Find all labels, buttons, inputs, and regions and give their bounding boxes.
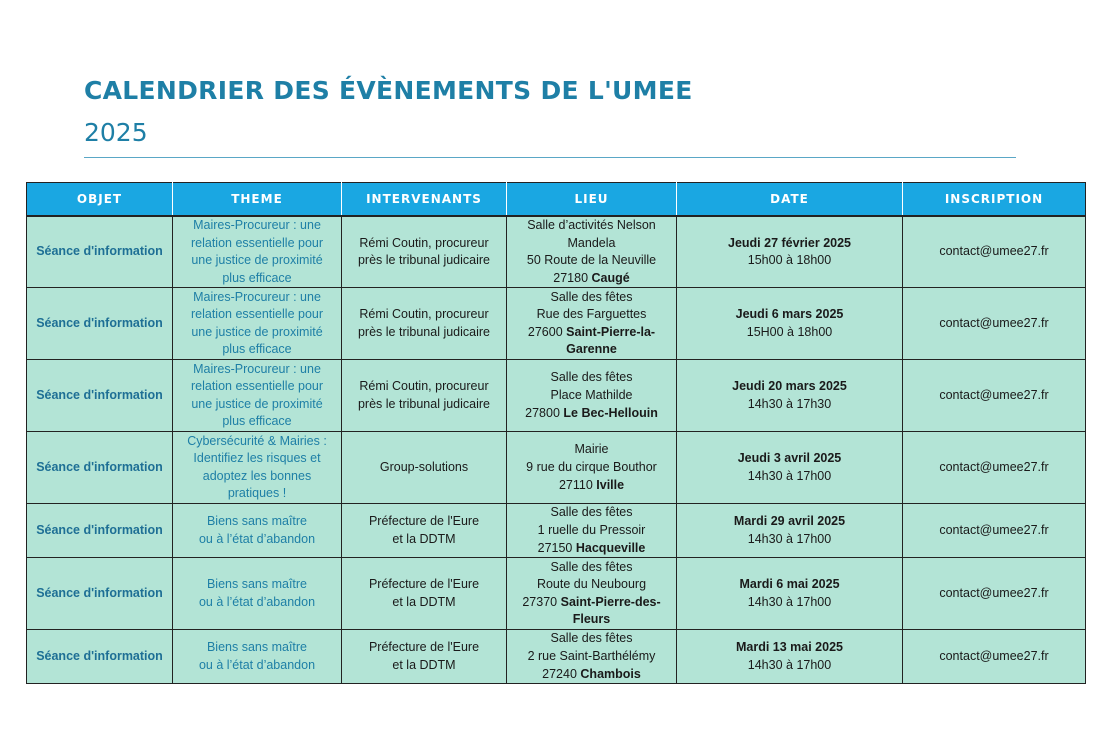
- address-line: 50 Route de la Neuville: [526, 253, 657, 268]
- event-hours: 14h30 à 17h00: [747, 657, 832, 672]
- postcode: 27150: [537, 540, 573, 555]
- event-hours: 15h00 à 18h00: [747, 253, 832, 268]
- cell-objet: Séance d'information: [27, 558, 173, 630]
- cell-intervenants: [342, 216, 507, 288]
- address-line: Mandela: [567, 235, 616, 250]
- theme-line: ou à l’état d’abandon: [198, 657, 316, 672]
- cell-theme: [173, 504, 342, 558]
- cell-date: [677, 630, 903, 684]
- cell-lieu: [507, 288, 677, 360]
- cell-inscription: contact@umee27.fr: [903, 504, 1086, 558]
- theme-line: relation essentielle pour: [190, 307, 324, 322]
- speaker-line: Préfecture de l'Eure: [368, 640, 480, 655]
- theme-line: Identifiez les risques et: [193, 451, 321, 466]
- address-line: 2 rue Saint-Barthélémy: [527, 649, 656, 664]
- column-header-intervenants: INTERVENANTS: [342, 183, 507, 217]
- theme-line: ou à l’état d’abandon: [198, 531, 316, 546]
- title-divider: [84, 157, 1016, 158]
- speaker-line: près le tribunal judicaire: [357, 253, 490, 268]
- cell-inscription: contact@umee27.fr: [903, 288, 1086, 360]
- event-date: Jeudi 27 février 2025: [728, 235, 851, 250]
- table-row: [27, 432, 1086, 504]
- address-line: Salle des fêtes: [550, 631, 633, 646]
- speaker-line: Rémi Coutin, procureur: [359, 307, 489, 322]
- cell-lieu: [507, 216, 677, 288]
- page-title: CALENDRIER DES ÉVÈNEMENTS DE L'UMEE: [84, 76, 693, 105]
- event-date: Jeudi 20 mars 2025: [732, 379, 847, 394]
- events-table: [26, 182, 1086, 684]
- table-row: [27, 630, 1086, 684]
- address-line: Place Mathilde: [550, 388, 633, 403]
- events-table-body: [27, 216, 1086, 684]
- postcode: 27800: [525, 405, 560, 420]
- theme-line: Biens sans maître: [206, 514, 308, 529]
- theme-line: une justice de proximité: [191, 324, 323, 339]
- theme-line: Maires-Procureur : une: [193, 218, 321, 232]
- table-row: [27, 288, 1086, 360]
- speaker-line: et la DDTM: [392, 594, 456, 609]
- city-name: Le Bec-Hellouin: [563, 405, 658, 420]
- postcode: 27240: [542, 666, 577, 681]
- theme-line: pratiques !: [227, 486, 287, 501]
- cell-lieu: [507, 630, 677, 684]
- speaker-line: Rémi Coutin, procureur: [359, 379, 489, 394]
- address-line: Rue des Farguettes: [536, 307, 647, 322]
- cell-inscription: contact@umee27.fr: [903, 558, 1086, 630]
- cell-date: [677, 288, 903, 360]
- cell-inscription: contact@umee27.fr: [903, 630, 1086, 684]
- postcode: 27110: [558, 477, 593, 492]
- cell-objet: Séance d'information: [27, 216, 173, 288]
- theme-line: relation essentielle pour: [190, 235, 324, 250]
- address-city-line: [511, 405, 672, 423]
- theme-line: Maires-Procureur : une: [193, 289, 321, 304]
- address-city-line: [511, 594, 672, 612]
- cell-objet: Séance d'information: [27, 504, 173, 558]
- cell-date: [677, 432, 903, 504]
- address-line: Salle des fêtes: [550, 370, 633, 385]
- address-line: 1 ruelle du Pressoir: [537, 523, 646, 538]
- cell-lieu: [507, 558, 677, 630]
- cell-date: [677, 504, 903, 558]
- postcode: 27600: [527, 324, 563, 339]
- event-hours: 15H00 à 18h00: [746, 324, 833, 339]
- cell-lieu: [507, 504, 677, 558]
- event-date: Jeudi 6 mars 2025: [735, 307, 844, 322]
- cell-lieu: [507, 432, 677, 504]
- theme-line: adoptez les bonnes: [202, 468, 312, 483]
- cell-date: [677, 360, 903, 432]
- postcode: 27370: [522, 594, 558, 609]
- cell-date: [677, 216, 903, 288]
- event-date: Mardi 6 mai 2025: [739, 577, 840, 592]
- cell-intervenants: [342, 504, 507, 558]
- cell-objet: Séance d'information: [27, 630, 173, 684]
- speaker-line: près le tribunal judicaire: [357, 324, 490, 339]
- table-row: [27, 558, 1086, 630]
- theme-line: une justice de proximité: [191, 253, 323, 268]
- event-hours: 14h30 à 17h00: [747, 468, 832, 483]
- speaker-line: près le tribunal judicaire: [357, 396, 490, 411]
- city-name: Saint-Pierre-des-: [560, 594, 661, 609]
- cell-theme: [173, 558, 342, 630]
- page-subtitle-year: 2025: [84, 118, 148, 147]
- address-city-line: [511, 540, 672, 558]
- address-city-line: [511, 270, 672, 288]
- cell-intervenants: [342, 558, 507, 630]
- city-name: Chambois: [580, 666, 641, 681]
- cell-intervenants: [342, 288, 507, 360]
- city-name-continued: Fleurs: [572, 612, 611, 627]
- theme-line: plus efficace: [222, 414, 292, 429]
- city-name: Hacqueville: [575, 540, 646, 555]
- cell-theme: [173, 288, 342, 360]
- theme-line: relation essentielle pour: [190, 379, 324, 394]
- cell-theme: [173, 630, 342, 684]
- cell-inscription: contact@umee27.fr: [903, 360, 1086, 432]
- event-date: Jeudi 3 avril 2025: [737, 451, 842, 466]
- postcode: 27180: [553, 270, 589, 285]
- cell-objet: Séance d'information: [27, 360, 173, 432]
- speaker-line: Préfecture de l'Eure: [368, 514, 480, 529]
- address-line: Salle d’activités Nelson: [527, 218, 656, 232]
- theme-line: Maires-Procureur : une: [193, 361, 321, 376]
- address-line: Salle des fêtes: [550, 289, 633, 304]
- theme-line: plus efficace: [222, 270, 292, 285]
- cell-objet: Séance d'information: [27, 288, 173, 360]
- event-date: Mardi 29 avril 2025: [733, 514, 846, 529]
- speaker-line: Préfecture de l'Eure: [368, 577, 480, 592]
- address-city-line: [511, 324, 672, 342]
- column-header-objet: OBJET: [27, 183, 173, 217]
- address-city-line: [511, 666, 672, 684]
- city-name: Iville: [596, 477, 625, 492]
- cell-inscription: contact@umee27.fr: [903, 432, 1086, 504]
- cell-intervenants: [342, 630, 507, 684]
- address-line: Salle des fêtes: [550, 505, 633, 520]
- theme-line: ou à l’état d’abandon: [198, 594, 316, 609]
- city-name: Caugé: [591, 270, 630, 285]
- table-row: [27, 216, 1086, 288]
- theme-line: Cybersécurité & Mairies :: [187, 433, 327, 448]
- address-line: Route du Neubourg: [536, 577, 647, 592]
- theme-line: une justice de proximité: [191, 396, 323, 411]
- theme-line: Biens sans maître: [206, 640, 308, 655]
- cell-objet: Séance d'information: [27, 432, 173, 504]
- event-hours: 14h30 à 17h30: [747, 396, 832, 411]
- address-line: 9 rue du cirque Bouthor: [526, 460, 657, 475]
- address-city-line: [511, 477, 672, 495]
- speaker-line: Group-solutions: [379, 460, 469, 475]
- column-header-date: DATE: [677, 183, 903, 217]
- theme-line: Biens sans maître: [206, 577, 308, 592]
- speaker-line: et la DDTM: [392, 531, 456, 546]
- cell-intervenants: [342, 432, 507, 504]
- cell-intervenants: [342, 360, 507, 432]
- city-name: Saint-Pierre-la-: [566, 324, 656, 339]
- city-name-continued: Garenne: [566, 342, 617, 357]
- cell-theme: [173, 216, 342, 288]
- speaker-line: et la DDTM: [392, 657, 456, 672]
- address-line: Salle des fêtes: [550, 559, 633, 574]
- column-header-inscription: INSCRIPTION: [903, 183, 1086, 217]
- event-hours: 14h30 à 17h00: [747, 594, 832, 609]
- event-date: Mardi 13 mai 2025: [735, 640, 843, 655]
- table-row: [27, 360, 1086, 432]
- table-header-row: [27, 183, 1086, 217]
- cell-theme: [173, 432, 342, 504]
- speaker-line: Rémi Coutin, procureur: [359, 235, 489, 250]
- table-row: [27, 504, 1086, 558]
- cell-date: [677, 558, 903, 630]
- column-header-theme: THEME: [173, 183, 342, 217]
- address-line: Mairie: [574, 442, 609, 457]
- event-hours: 14h30 à 17h00: [747, 531, 832, 546]
- cell-theme: [173, 360, 342, 432]
- column-header-lieu: LIEU: [507, 183, 677, 217]
- cell-inscription: contact@umee27.fr: [903, 216, 1086, 288]
- theme-line: plus efficace: [222, 342, 292, 357]
- cell-lieu: [507, 360, 677, 432]
